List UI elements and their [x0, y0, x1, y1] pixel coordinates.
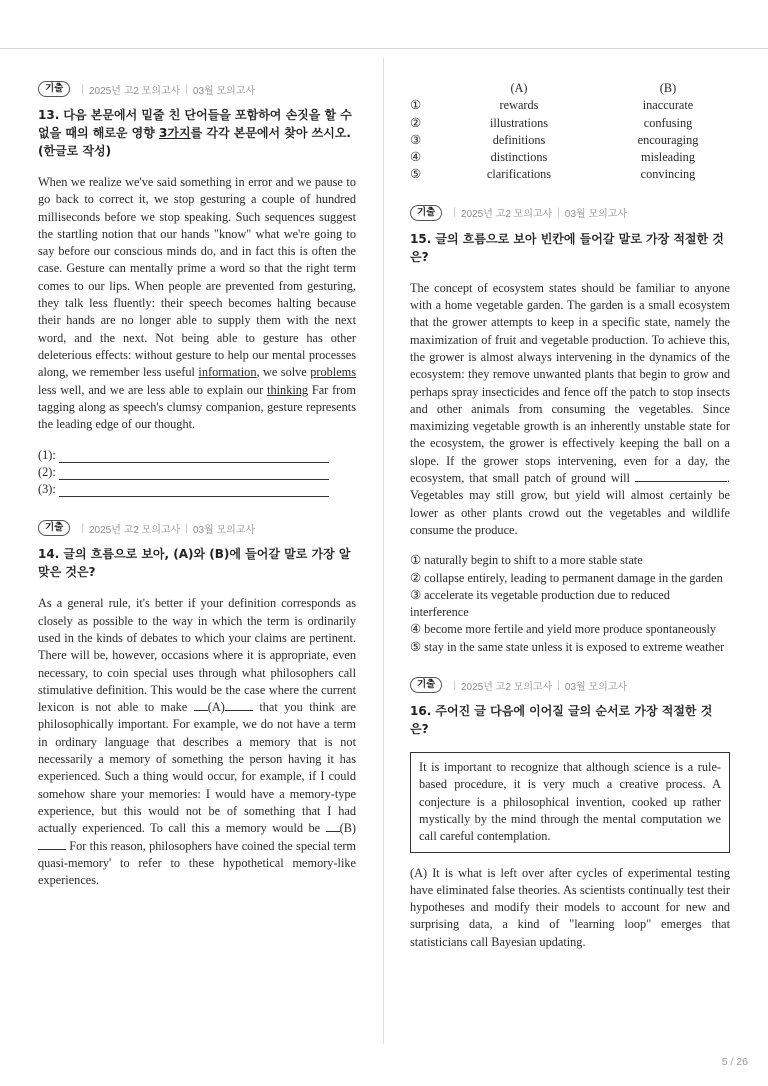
- right-column: [410, 80, 730, 951]
- choice-number: ①: [410, 98, 422, 113]
- option[interactable]: ④ become more fertile and yield more produce spontaneously: [410, 622, 717, 637]
- answer-lines: [38, 445, 356, 497]
- passage: [38, 174, 356, 433]
- passage-text: When we realize we've said something in error and we pause to go back to correct it, we stop gesturing a couple of hundred milliseconds before we stop speaking. Such sequences suggest the startling notion that our hands "know" what we're going to say before our conscious minds do, and in fact this is often the case. Gesture can mentally prime a word so that the right term comes to our lips. When people are prevented from gesturing, they talk less fluently: their speech becomes halting because their hands are no longer able to supply them with the next word, and the next. Not being able to gesture has other deleterious effects: without gesture to help our mental processes along, we remember less useful: [38, 175, 356, 380]
- exam-month: 03월 모의고사: [192, 524, 256, 536]
- exam-year: 2025년 고2 모의고사: [460, 681, 553, 693]
- title-text: 를 각각 본문에서 찾아 쓰시오. (한글로 작성): [38, 126, 351, 158]
- exam-month: 03월 모의고사: [564, 681, 628, 693]
- exam-year: 2025년 고2 모의고사: [88, 85, 181, 97]
- options-list: [410, 552, 730, 656]
- paragraph-a: (A) It is what is left over after cycles of experimental testing have eliminated false theories. As scientists continually test their hypotheses and modify their models to account for new and surprising data, a kind of "learning loop" emerges that statisticians call Bayesian updating.: [410, 865, 730, 949]
- past-exam-badge: 기출: [38, 81, 70, 97]
- choice-a: clarifications: [486, 167, 552, 182]
- question-meta: 기출 | 2025년 고2 모의고사 | 03월 모의고사: [38, 519, 356, 537]
- choice-b: confusing: [643, 115, 693, 130]
- exam-month: 03월 모의고사: [192, 85, 256, 97]
- choice-b: encouraging: [637, 132, 699, 147]
- choice-a: definitions: [492, 132, 546, 147]
- exam-year: 2025년 고2 모의고사: [460, 209, 553, 221]
- question-meta: 기출 | 2025년 고2 모의고사 | 03월 모의고사: [410, 676, 730, 694]
- column-divider: [383, 58, 384, 1044]
- past-exam-badge: 기출: [410, 205, 442, 221]
- option[interactable]: ③ accelerate its vegetable production due to reduced interference: [410, 587, 670, 620]
- choice-b: misleading: [641, 150, 695, 165]
- choice-a: illustrations: [489, 115, 549, 130]
- question-title: 14. 글의 흐름으로 보아, (A)와 (B)에 들어갈 말로 가장 알맞은 것은?: [38, 547, 351, 580]
- header-divider: [0, 48, 768, 49]
- page-number: 5 / 26: [721, 1056, 748, 1068]
- option[interactable]: ② collapse entirely, leading to permanent damage in the garden: [410, 570, 723, 585]
- exam-month: 03월 모의고사: [564, 209, 628, 221]
- question-meta: 기출 | 2025년 고2 모의고사 | 03월 모의고사: [38, 80, 356, 98]
- choice-b: inaccurate: [642, 98, 694, 113]
- choice-row[interactable]: [410, 97, 730, 114]
- past-exam-badge: 기출: [410, 677, 442, 693]
- passage-text: For this reason, philosophers have coined the special term quasi-memory' to refer to these hypothetical memory-like experiences.: [38, 838, 356, 888]
- choice-row[interactable]: [410, 132, 730, 149]
- answer-label: (2):: [38, 465, 56, 480]
- blank: [194, 699, 208, 711]
- option[interactable]: ⑤ stay in the same state unless it is exposed to extreme weather: [410, 639, 725, 654]
- underlined-word: information: [198, 365, 257, 380]
- answer-line[interactable]: [38, 445, 356, 462]
- question-meta: 기출 | 2025년 고2 모의고사 | 03월 모의고사: [410, 204, 730, 222]
- column-b-header: (B): [659, 81, 677, 95]
- choice-number: ④: [410, 150, 422, 165]
- passage-text: The concept of ecosystem states should be familiar to anyone with a home vegetable garden. The garden is a small ecosystem that the grower attempts to keep in a specific state, namely the maximization of fruit and vegetable production. To achieve this, the grower is almost always intervening in the dynamics of the ecosystem: they remove unwanted plants that begin to grow and perhaps spray insecticides and fence off the patch to stop insects and other animals from consuming the vegetables. Since maximizing vegetable growth is an inherently unstable state for the ecosystem, the grower is effectively keeping the ball on a slope. If the grower stops intervening, even for a day, the ecosystem, that small patch of ground will: [410, 280, 730, 486]
- given-passage-box: It is important to recognize that although science is a rule-based procedure, it is very much a creative process. A conjecture is a philosophical invention, cooked up rather mystically by the mind through the mental computation we call careful contemplation.: [410, 752, 730, 852]
- choice-row[interactable]: [410, 149, 730, 166]
- question-13: [38, 80, 356, 497]
- question-14: [38, 519, 356, 889]
- answer-line[interactable]: [38, 463, 356, 480]
- blank: [635, 470, 727, 482]
- column-a-header: (A): [510, 81, 528, 95]
- choice-number: ②: [410, 115, 422, 130]
- answer-label: (3):: [38, 482, 56, 497]
- left-column: [38, 80, 356, 889]
- choice-row[interactable]: [410, 115, 730, 132]
- passage-text: that you think are philosophically important. For example, we do not have a term in ordinary language that describes a memory that is not necessarily a memory of something the person having it has experienced. Such a thing would occur, for example, if I could somehow share your memories: I would have a memory-type experience, but this would not be of something that I had actually experienced. To call this a memory would be: [38, 700, 356, 836]
- blank: [38, 838, 66, 850]
- exam-year: 2025년 고2 모의고사: [88, 524, 181, 536]
- choices-table: [410, 80, 730, 184]
- title-underlined: 3가지: [159, 126, 191, 140]
- question-16: [410, 676, 730, 951]
- passage-text: As a general rule, it's better if your definition corresponds as closely as possible to the way in which the term is ordinarily used in the kinds of debates to which your claims are pertinent. There will be, however, occasions where it is appropriate, even necessary, to coin special uses through what philosophers call stimulative definition. This would be the case where the current lexicon is not able to make: [38, 596, 356, 715]
- choice-b: convincing: [640, 167, 696, 182]
- choice-a: distinctions: [490, 150, 548, 165]
- question-title: [38, 106, 356, 160]
- past-exam-badge: 기출: [38, 520, 70, 536]
- blank: [326, 820, 340, 832]
- underlined-word: thinking: [267, 382, 309, 397]
- passage: [38, 595, 356, 889]
- choice-number: ③: [410, 132, 422, 147]
- choice-number: ⑤: [410, 167, 422, 182]
- question-title: 15. 글의 흐름으로 보아 빈칸에 들어갈 말로 가장 적절한 것은?: [410, 231, 724, 264]
- question-15: [410, 204, 730, 656]
- passage: [410, 280, 730, 539]
- blank-label: (B): [339, 821, 356, 836]
- underlined-word: problems: [310, 365, 356, 380]
- passage-text: Far from tagging along as speech's clumsy companion, gesture represents the leading edge of our thought.: [38, 382, 356, 432]
- option[interactable]: ① naturally begin to shift to a more stable state: [410, 553, 643, 568]
- answer-label: (1):: [38, 447, 56, 462]
- passage-text: , we solve: [256, 365, 311, 380]
- choice-row[interactable]: [410, 166, 730, 183]
- question-title: 16. 주어진 글 다음에 이어질 글의 순서로 가장 적절한 것은?: [410, 704, 713, 737]
- blank: [225, 699, 253, 711]
- passage-text: less well, and we are less able to explain our: [38, 382, 268, 397]
- answer-line[interactable]: [38, 480, 356, 497]
- passage-text: . Vegetables may still grow, but yield will almost certainly be lower as other plants crowd out the vegetables and wildlife consume the produce.: [410, 471, 730, 537]
- title-text: 13. 다음 본문에서 밑줄 친 단어들을 포함하여 손짓을 할 수 없을 때의 해로운 영향: [38, 108, 352, 140]
- choice-a: rewards: [499, 98, 539, 113]
- blank-label: (A): [207, 700, 225, 715]
- choices-header: [410, 80, 730, 97]
